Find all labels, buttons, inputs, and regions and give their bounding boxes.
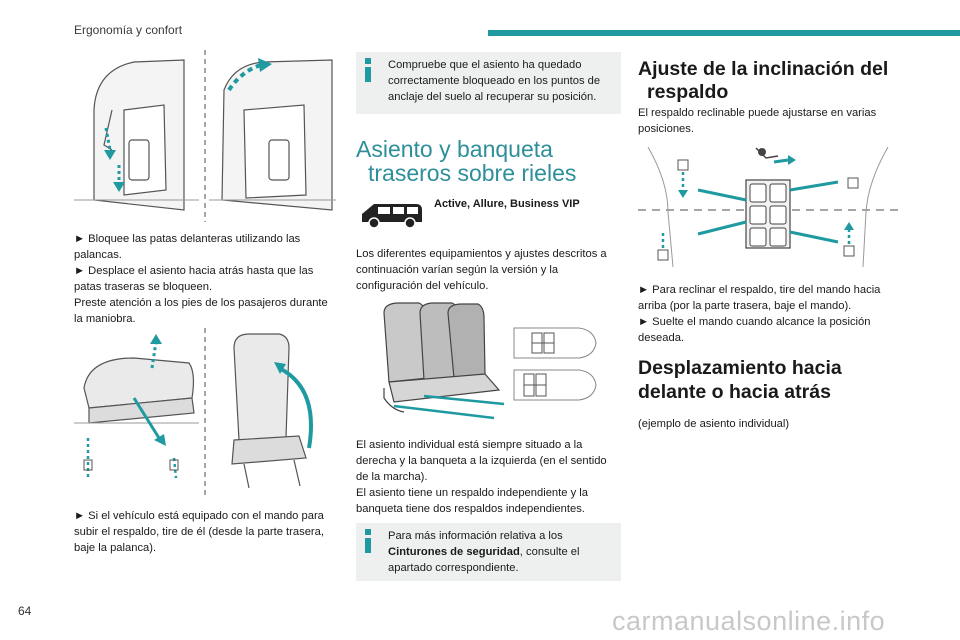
illustration-seat-legs (74, 50, 336, 222)
watermark: carmanualsonline.info (612, 606, 886, 636)
illustration-rear-seats-rails (364, 298, 614, 426)
section-heading-rails-line1: Asiento y banqueta (356, 136, 553, 162)
backrest-config-text: El asiento tiene un respaldo independiente y la banqueta tiene dos respaldos independientes. (356, 487, 588, 515)
instruction-pull-control: ► Para reclinar el respaldo, tire del mando hacia arriba (por la parte trasera, baje el mando). (638, 284, 881, 312)
instructions-block-1 (74, 231, 336, 327)
section-heading-rails-line2: traseros sobre rieles (368, 160, 577, 186)
instruction-slide-seat-back: ► Desplace el asiento hacia atrás hasta que las patas traseras se bloqueen. (74, 265, 314, 293)
instruction-lock-front-legs: ► Bloquee las patas delanteras utilizando las palancas. (74, 233, 301, 261)
van-silhouette-icon (358, 198, 426, 232)
heading-slide-line1: Desplazamiento hacia (638, 357, 842, 379)
instructions-block-2 (74, 508, 336, 556)
note-box-seatbelts (356, 523, 621, 581)
recline-instructions (638, 282, 900, 346)
recline-intro-text: El respaldo reclinable puede ajustarse en varias posiciones. (638, 107, 877, 135)
instruction-release-control: ► Suelte el mando cuando alcance la posición deseada. (638, 316, 871, 344)
note-box-anchoring (356, 52, 621, 114)
warning-passenger-feet: Preste atención a los pies de los pasajeros durante la maniobra. (74, 297, 328, 325)
seat-position-text: El asiento individual está siempre situado a la derecha y la banqueta a la izquierda (en el sentido de la marcha). (356, 439, 607, 483)
heading-recline-line1: Ajuste de la inclinación del (638, 58, 889, 80)
heading-slide-line2: delante o hacia atrás (638, 381, 831, 403)
intro-text: Los diferentes equipamientos y ajustes descritos a continuación varían según la versión y la configuración del vehículo. (356, 248, 607, 292)
trim-levels-label: Active, Allure, Business VIP (434, 198, 580, 210)
slide-example-text: (ejemplo de asiento individual) (638, 418, 790, 430)
seat-layout-text (356, 437, 621, 517)
note-text-seatbelts: Para más información relativa a los Cinturones de seguridad, consulte el apartado correspondiente. (388, 530, 580, 574)
heading-recline-line2: respaldo (647, 81, 729, 103)
page-number: 64 (18, 604, 32, 618)
instruction-raise-backrest: ► Si el vehículo está equipado con el mando para subir el respaldo, tire de él (desde la parte trasera, baje la palanca). (74, 510, 324, 554)
illustration-recline-mechanism (638, 142, 900, 272)
illustration-backrest-lever (74, 328, 336, 498)
header-title: Ergonomía y confort (74, 23, 183, 37)
header-accent-bar (488, 30, 960, 36)
seatbelts-link-text: Cinturones de seguridad (388, 546, 520, 558)
note-text-anchoring: Compruebe que el asiento ha quedado correctamente bloqueado en los puntos de anclaje del suelo al recuperar su posición. (388, 59, 601, 103)
